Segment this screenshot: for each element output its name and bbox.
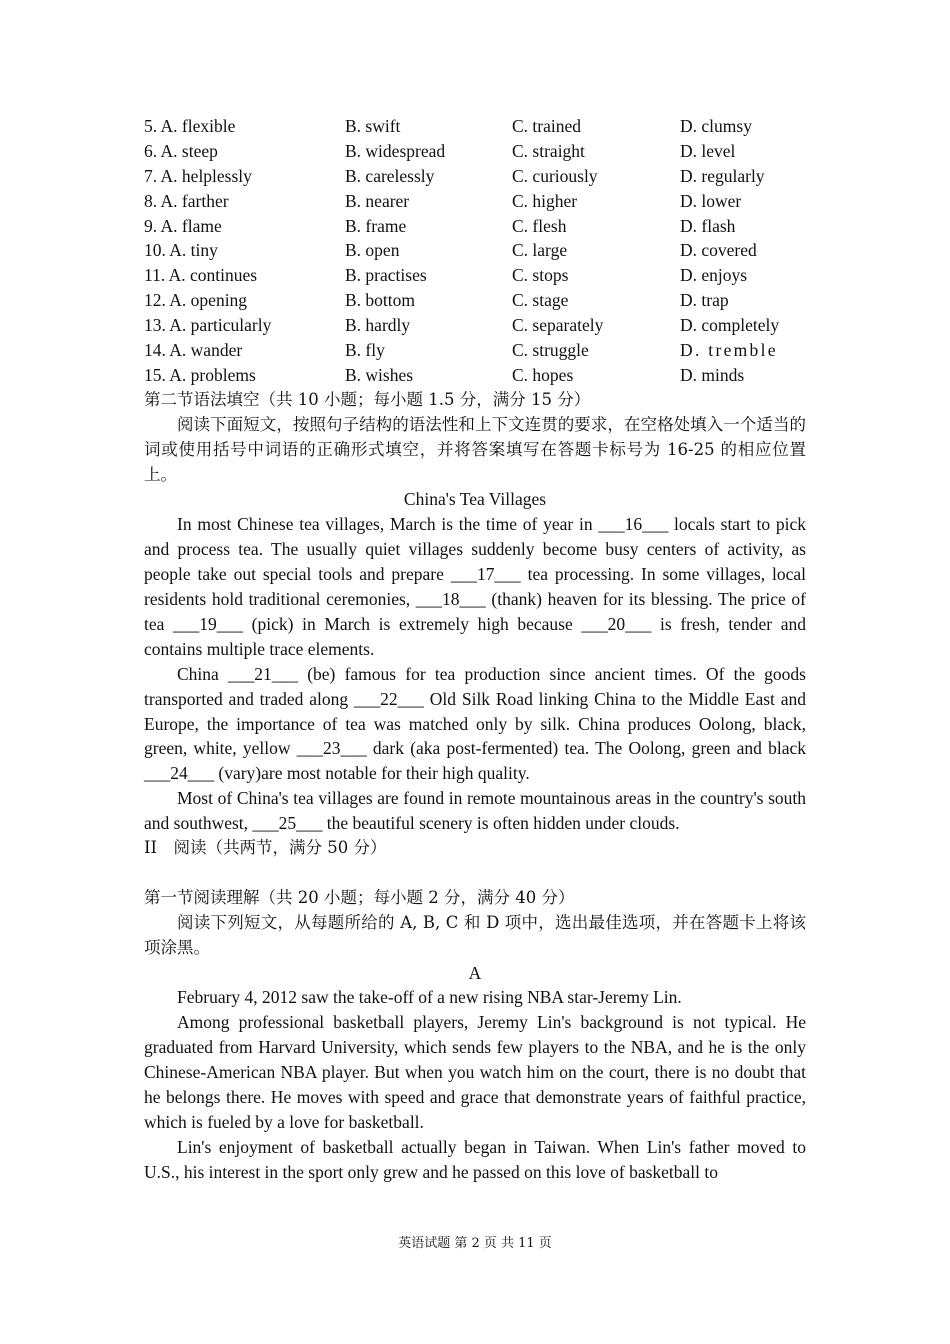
option-c: C. stops xyxy=(512,265,569,286)
option-d: D. regularly xyxy=(680,165,765,186)
question-row xyxy=(144,263,806,288)
option-d: D. lower xyxy=(680,190,742,211)
option-c: C. struggle xyxy=(512,340,589,361)
option-c: C. straight xyxy=(512,140,585,161)
option-b: B. carelessly xyxy=(345,165,435,186)
option-d: D. enjoys xyxy=(680,265,748,286)
option-d: D. minds xyxy=(680,364,745,385)
question-row xyxy=(144,114,806,139)
question-row xyxy=(144,288,806,313)
question-row xyxy=(144,189,806,214)
option-a: 6. A. steep xyxy=(144,140,218,161)
option-b: B. practises xyxy=(345,265,427,286)
option-d: D. tremble xyxy=(680,340,778,361)
option-b: B. open xyxy=(345,240,400,261)
question-row xyxy=(144,338,806,363)
option-b: B. fly xyxy=(345,340,385,361)
option-a: 7. A. helplessly xyxy=(144,165,252,186)
option-d: D. flash xyxy=(680,215,736,236)
option-a: 12. A. opening xyxy=(144,290,248,311)
passage-label: A xyxy=(468,962,482,983)
passage-paragraph-1: In most Chinese tea villages, March is the time of year in ___16___ locals start to pick and process tea. The usually quiet villages suddenly become busy centers of activity, as people take out special tools and prepare ___17___ tea processing. In some villages, local residents hold traditional ceremonies, ___18___ (thank) heaven for its blessing. The price of tea ___19___ (pick) in March is extremely high because ___20___ is fresh, tender and contains multiple trace elements. xyxy=(144,514,806,659)
option-d: D. covered xyxy=(680,240,757,261)
question-row xyxy=(144,363,806,388)
option-a: 13. A. particularly xyxy=(144,315,272,336)
passage-title: China's Tea Villages xyxy=(403,489,547,510)
reading-section-heading: 第一节阅读理解（共 20 小题；每小题 2 分，满分 40 分） xyxy=(144,887,575,907)
option-b: B. nearer xyxy=(345,190,410,211)
option-a: 11. A. continues xyxy=(144,265,258,286)
spacer xyxy=(144,861,806,886)
option-a: 10. A. tiny xyxy=(144,240,218,261)
reading-paragraph-2: Among professional basketball players, Jeremy Lin's background is not typical. He graduated from Harvard University, which sends few players to the NBA, and he is the only Chinese-American NBA player. But when you watch him on the court, there is no doubt that he belongs there. He moves with speed and grace that demonstrate years of faithful practice, which is fueled by a love for basketball. xyxy=(144,1012,806,1132)
option-c: C. higher xyxy=(512,190,578,211)
option-b: B. frame xyxy=(345,215,407,236)
option-a: 14. A. wander xyxy=(144,340,243,361)
option-c: C. flesh xyxy=(512,215,567,236)
section2-heading: 第二节语法填空（共 10 小题；每小题 1.5 分，满分 15 分） xyxy=(144,389,591,409)
passage-paragraph-3: Most of China's tea villages are found in remote mountainous areas in the country's south and southwest, ___25___ the beautiful scenery is often hidden under clouds. xyxy=(144,788,806,834)
option-c: C. curiously xyxy=(512,165,598,186)
part2-heading: II 阅读（共两节，满分 50 分） xyxy=(144,838,387,858)
option-c: C. large xyxy=(512,240,568,261)
question-row xyxy=(144,313,806,338)
question-row xyxy=(144,139,806,164)
option-a: 15. A. problems xyxy=(144,364,256,385)
option-c: C. hopes xyxy=(512,364,574,385)
option-b: B. hardly xyxy=(345,315,411,336)
option-d: D. completely xyxy=(680,315,780,336)
option-c: C. separately xyxy=(512,315,604,336)
reading-paragraph-1: February 4, 2012 saw the take-off of a new rising NBA star-Jeremy Lin. xyxy=(177,987,682,1008)
section2-instructions: 阅读下面短文，按照句子结构的语法性和上下文连贯的要求，在空格处填入一个适当的词或使用括号中词语的正确形式填空，并将答案填写在答题卡标号为 16-25 的相应位置上。 xyxy=(144,414,806,484)
option-d: D. level xyxy=(680,140,736,161)
reading-instructions: 阅读下列短文，从每题所给的 A, B, C 和 D 项中，选出最佳选项，并在答题卡上将该项涂黑。 xyxy=(144,912,806,957)
question-row xyxy=(144,164,806,189)
option-c: C. trained xyxy=(512,116,582,136)
exam-page xyxy=(144,114,806,1185)
reading-paragraph-3: Lin's enjoyment of basketball actually began in Taiwan. When Lin's father moved to U.S., his interest in the sport only grew and he passed on this love of basketball to xyxy=(144,1136,806,1182)
option-b: B. widespread xyxy=(345,140,446,161)
option-a: 9. A. flame xyxy=(144,215,222,236)
option-b: B. swift xyxy=(345,116,401,136)
page-footer: 英语试题 第 2 页 共 11 页 xyxy=(398,1236,552,1251)
option-b: B. wishes xyxy=(345,364,414,385)
options-table xyxy=(144,114,806,388)
option-a: 8. A. farther xyxy=(144,190,229,211)
question-row xyxy=(144,238,806,263)
option-a: 5. A. flexible xyxy=(144,116,236,136)
option-d: D. trap xyxy=(680,290,729,311)
passage-paragraph-2: China ___21___ (be) famous for tea production since ancient times. Of the goods transported and traded along ___22___ Old Silk Road linking China to the Middle East and Europe, the importance of tea was matched only by silk. China produces Oolong, black, green, white, yellow ___23___ dark (aka post-fermented) tea. The Oolong, green and black ___24___ (vary)are most notable for their high quality. xyxy=(144,663,806,784)
option-b: B. bottom xyxy=(345,290,416,311)
question-row xyxy=(144,214,806,239)
option-c: C. stage xyxy=(512,290,569,311)
option-d: D. clumsy xyxy=(680,116,752,136)
